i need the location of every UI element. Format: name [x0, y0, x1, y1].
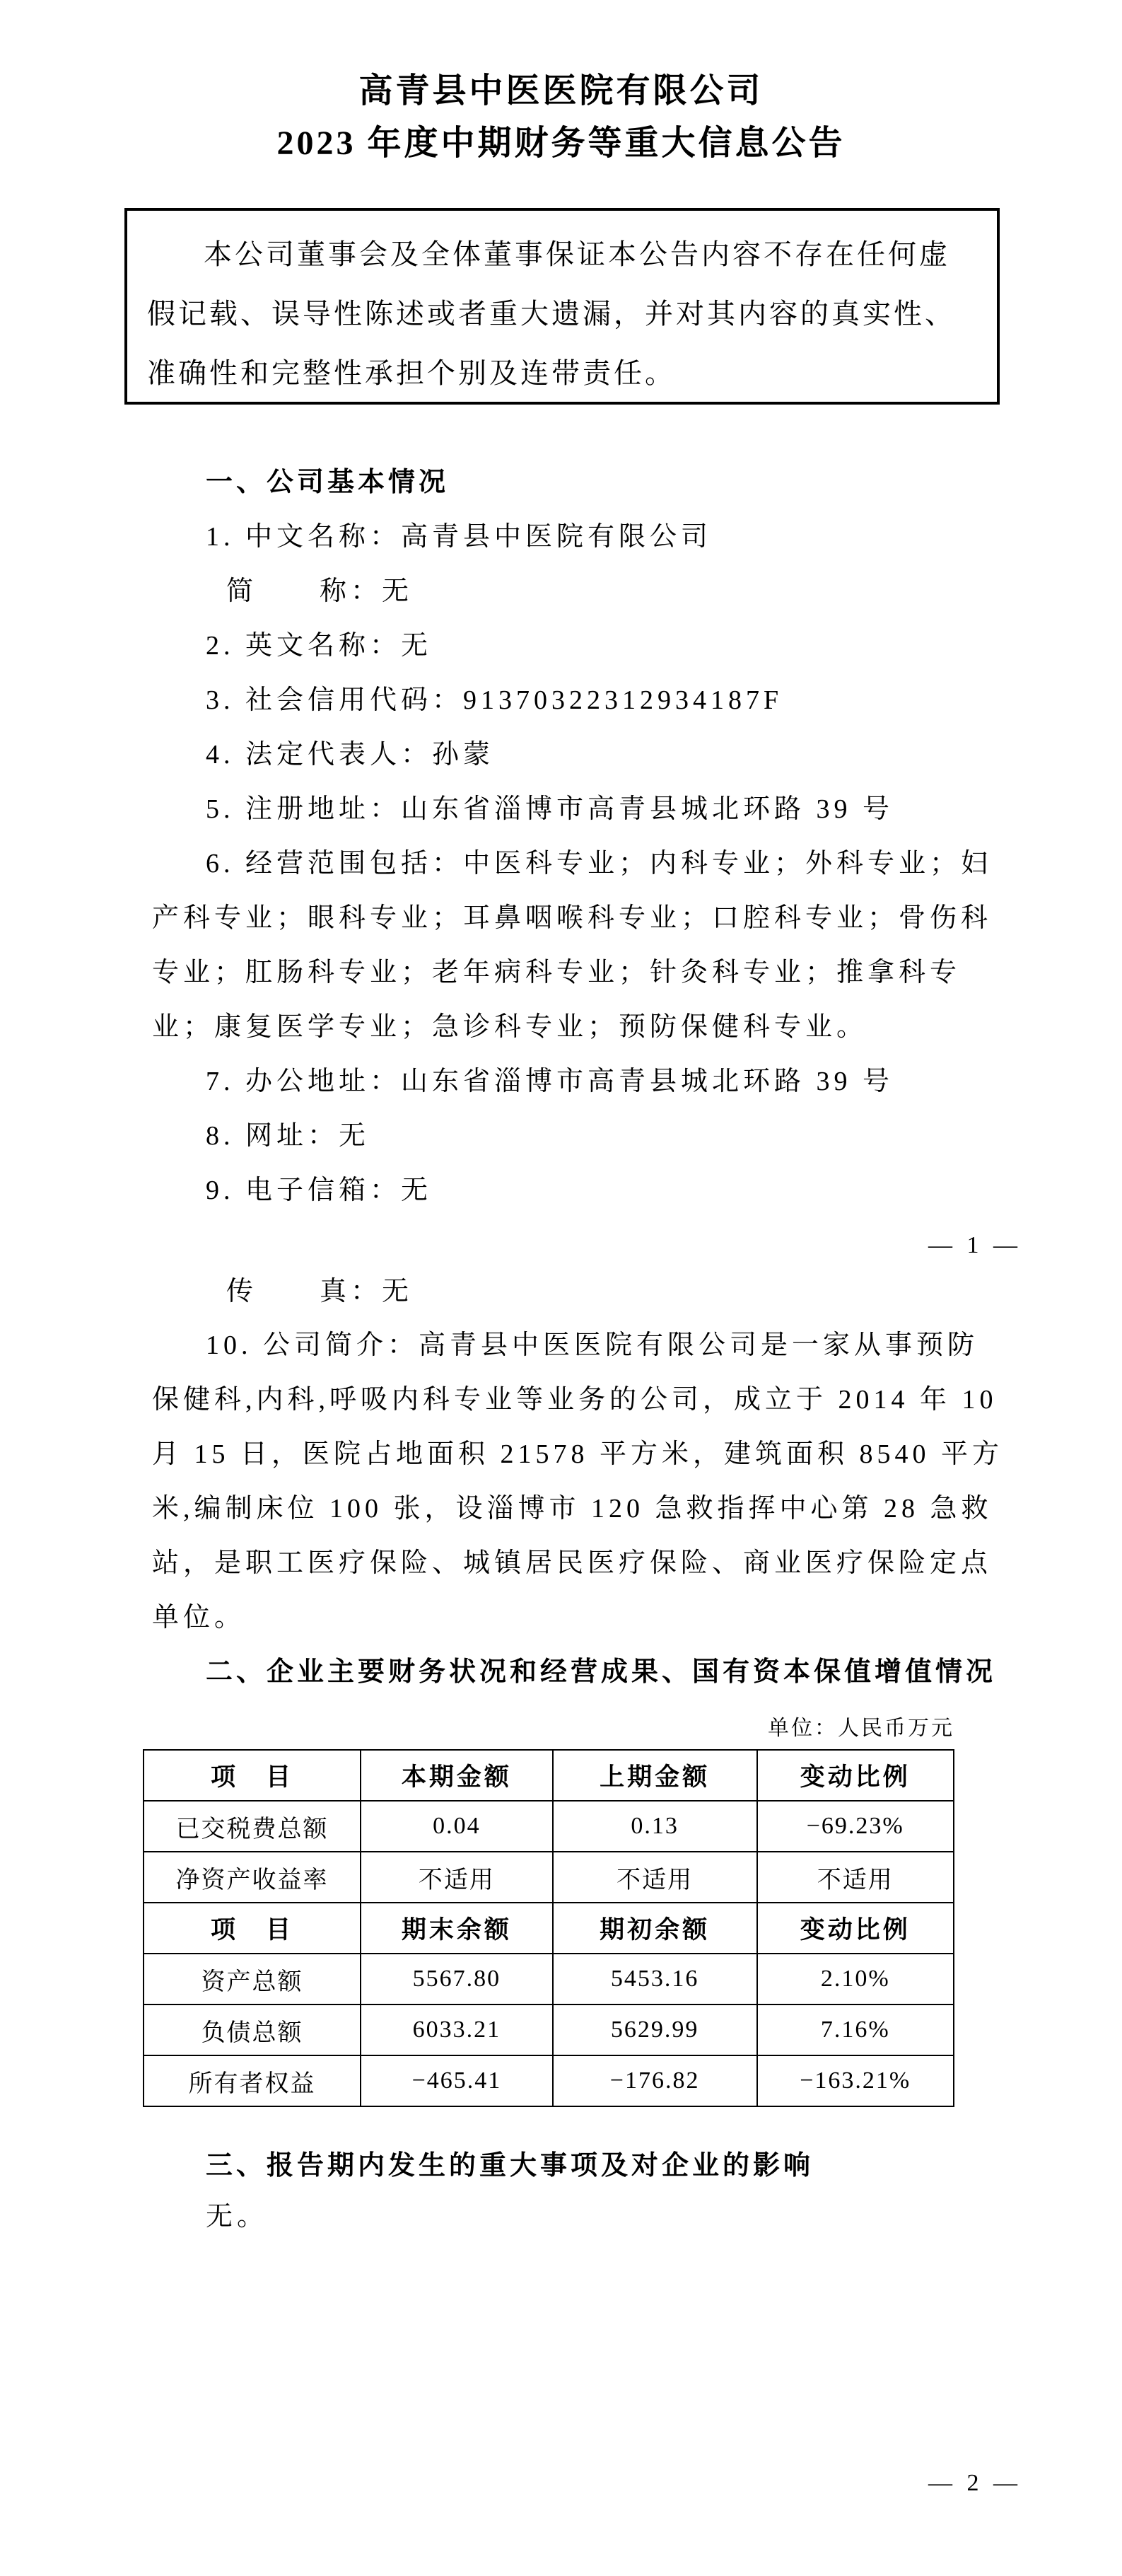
list-item-legal-representative: 4. 法定代表人：孙蒙 [206, 740, 495, 770]
disclaimer-text: 本公司董事会及全体董事保证本公告内容不存在任何虚假记载、误导性陈述或者重大遗漏，并对其内容的真实性、准确性和完整性承担个别及连带责任。 [147, 238, 956, 389]
table-cell: 7.16% [757, 2004, 954, 2055]
table-cell: 本期金额 [361, 1750, 553, 1801]
section3-heading: 三、报告期内发生的重大事项及对企业的影响 [206, 2151, 814, 2181]
document-title-line2: 2023 年度中期财务等重大信息公告 [276, 124, 846, 162]
list-item-registered-address: 5. 注册地址：山东省淄博市高青县城北环路 39 号 [206, 794, 894, 824]
table-cell: 变动比例 [757, 1750, 954, 1801]
section2-heading: 二、企业主要财务状况和经营成果、国有资本保值增值情况 [206, 1657, 997, 1687]
table-cell: 0.13 [553, 1801, 757, 1852]
table-row [144, 2004, 954, 2055]
table-cell: 变动比例 [757, 1903, 954, 1954]
list-item-website: 8. 网址：无 [206, 1121, 370, 1151]
list-item-business-scope: 6. 经营范围包括：中医科专业；内科专业；外科专业；妇产科专业；眼科专业；耳鼻咽喉科专业；口腔科专业；骨伤科专业；肛肠科专业；老年病科专业；针灸科专业；推拿科专业；康复医学专业；急诊科专业；预防保健科专业。 [152, 849, 993, 1042]
list-item-credit-code: 3. 社会信用代码：91370322312934187F [206, 685, 783, 715]
table-cell: 期初余额 [553, 1903, 757, 1954]
table-cell: 5629.99 [553, 2004, 757, 2055]
document-title-line1: 高青县中医医院有限公司 [358, 72, 764, 110]
section1-basic-info [152, 456, 1004, 1218]
table-cell: 已交税费总额 [144, 1801, 361, 1852]
section3-block [152, 2139, 1004, 2193]
table-header-row [144, 1750, 954, 1801]
list-item-fax: 传 真：无 [226, 1277, 414, 1306]
table-cell: 5453.16 [553, 1954, 757, 2004]
table-row [144, 1852, 954, 1903]
table-cell: 不适用 [553, 1852, 757, 1903]
company-profile-paragraph: 10. 公司简介：高青县中医医院有限公司是一家从事预防保健科,内科,呼吸内科专业等业务的公司，成立于 2014 年 10 月 15 日，医院占地面积 21578 平方米，建筑面积 8540 平方米,编制床位 100 张，设淄博市 120 急救指挥中心第 28 急救站，是职工医疗保险、城镇居民医疗保险、商业医疗保险定点单位。 [152, 1330, 1004, 1632]
company-profile-block [152, 1318, 1004, 1645]
list-item-email: 9. 电子信箱：无 [206, 1176, 433, 1205]
list-item-short-name: 简 称：无 [226, 576, 414, 606]
table-cell: 项 目 [144, 1750, 361, 1801]
section2-block [152, 1645, 1004, 1700]
table-cell: 不适用 [361, 1852, 553, 1903]
table-cell: −465.41 [361, 2055, 553, 2106]
table-cell: 5567.80 [361, 1954, 553, 2004]
table-cell: 6033.21 [361, 2004, 553, 2055]
table-cell: 项 目 [144, 1903, 361, 1954]
page-2-footer: — 2 — [928, 2470, 1022, 2496]
unit-note: 单位：人民币万元 [768, 1717, 954, 1740]
table-row [144, 2055, 954, 2106]
table-cell: 不适用 [757, 1852, 954, 1903]
table-cell: 净资产收益率 [144, 1852, 361, 1903]
table-cell: −163.21% [757, 2055, 954, 2106]
list-item-chinese-name: 1. 中文名称：高青县中医院有限公司 [206, 522, 713, 552]
disclaimer-box [124, 208, 1000, 405]
fax-row [152, 1265, 1004, 1319]
table-cell: 0.04 [361, 1801, 553, 1852]
table-cell: 上期金额 [553, 1750, 757, 1801]
table-cell: 所有者权益 [144, 2055, 361, 2106]
table-cell: 资产总额 [144, 1954, 361, 2004]
section3-content: 无。 [206, 2202, 269, 2232]
table-cell: −176.82 [553, 2055, 757, 2106]
page-1-footer: — 1 — [928, 1232, 1022, 1258]
table-cell: 负债总额 [144, 2004, 361, 2055]
financial-table [143, 1749, 954, 2107]
section3-content-block [152, 2190, 1004, 2244]
table-cell: 期末余额 [361, 1903, 553, 1954]
table-cell: −69.23% [757, 1801, 954, 1852]
list-item-office-address: 7. 办公地址：山东省淄博市高青县城北环路 39 号 [206, 1067, 894, 1096]
table-cell: 2.10% [757, 1954, 954, 2004]
list-item-english-name: 2. 英文名称：无 [206, 631, 433, 661]
table-row [144, 1954, 954, 2004]
table-header-row [144, 1903, 954, 1954]
section1-heading: 一、公司基本情况 [206, 468, 450, 497]
document-title [0, 65, 1122, 170]
table-row [144, 1801, 954, 1852]
